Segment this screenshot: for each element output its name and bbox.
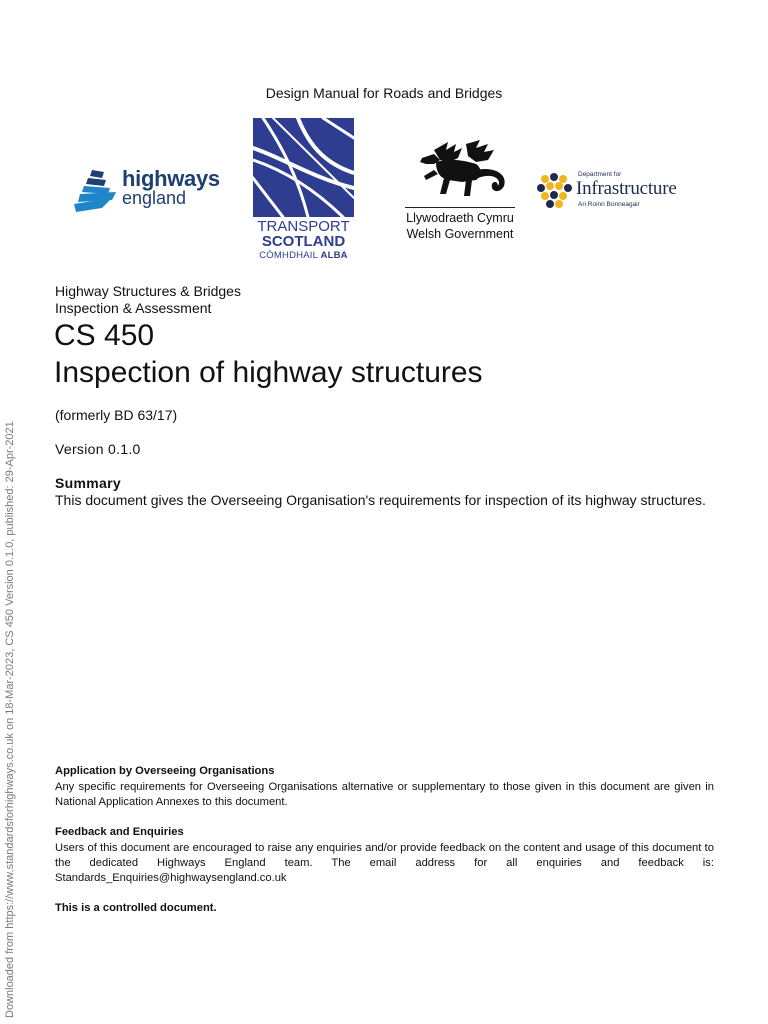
formerly-reference: (formerly BD 63/17) — [55, 407, 178, 423]
application-text: Any specific requirements for Overseeing Organisations alternative or supplementary to those given in this document are given in National Application Annexes to this document. — [55, 781, 714, 808]
application-heading: Application by Overseeing Organisations — [55, 765, 275, 777]
hexagon-cluster-icon — [536, 171, 574, 211]
controlled-document-note: This is a controlled document. — [55, 902, 217, 914]
document-title: Inspection of highway structures — [54, 356, 483, 389]
he-word-england: england — [122, 188, 187, 208]
highways-england-logo — [72, 168, 232, 216]
welsh-dragon-icon — [404, 140, 516, 206]
transport-scotland-road-icon — [253, 118, 354, 217]
summary-heading: Summary — [55, 475, 121, 491]
welsh-government-divider — [405, 207, 515, 208]
dfi-department-for: Department for — [578, 171, 622, 178]
ts-word-alba: ALBA — [320, 249, 348, 261]
ts-word-comhdhail: CÒMHDHAIL — [259, 249, 318, 261]
section-structures: Highway Structures & Bridges — [55, 283, 241, 299]
wg-english-name: Welsh Government — [406, 227, 514, 241]
ts-word-transport: TRANSPORT — [257, 218, 350, 235]
section-inspection: Inspection & Assessment — [55, 300, 212, 316]
dfi-irish-name: An Roinn Bonneagair — [578, 201, 640, 208]
document-code: CS 450 — [54, 319, 155, 352]
ts-word-scotland: SCOTLAND — [261, 233, 346, 250]
transport-scotland-logo — [253, 118, 357, 268]
wg-welsh-name: Llywodraeth Cymru — [406, 211, 514, 225]
document-version: Version 0.1.0 — [55, 441, 141, 457]
he-word-highways: highways — [122, 166, 220, 191]
download-watermark: Downloaded from https://www.standardsforhighways.co.uk on 18-Mar-2023, CS 450 Version 0.1.0, published: 29-Apr-2021 — [4, 421, 16, 1018]
summary-text: This document gives the Overseeing Organisation's requirements for inspection of its highway structures. — [55, 492, 706, 508]
dfi-logo — [536, 170, 696, 212]
welsh-government-logo — [404, 140, 518, 244]
ts-word-gaelic — [253, 250, 354, 261]
highways-england-emblem-icon — [72, 168, 120, 214]
dfi-infrastructure: Infrastructure — [576, 178, 677, 199]
manual-title: Design Manual for Roads and Bridges — [265, 85, 503, 101]
feedback-text: Users of this document are encouraged to raise any enquiries and/or provide feedback on the content and usage of this document to the dedicated Highways England team. The email address for all enquiries and feedback is: Standards_Enquiries@highwaysengland.co.uk — [55, 842, 714, 884]
feedback-heading: Feedback and Enquiries — [55, 826, 184, 838]
